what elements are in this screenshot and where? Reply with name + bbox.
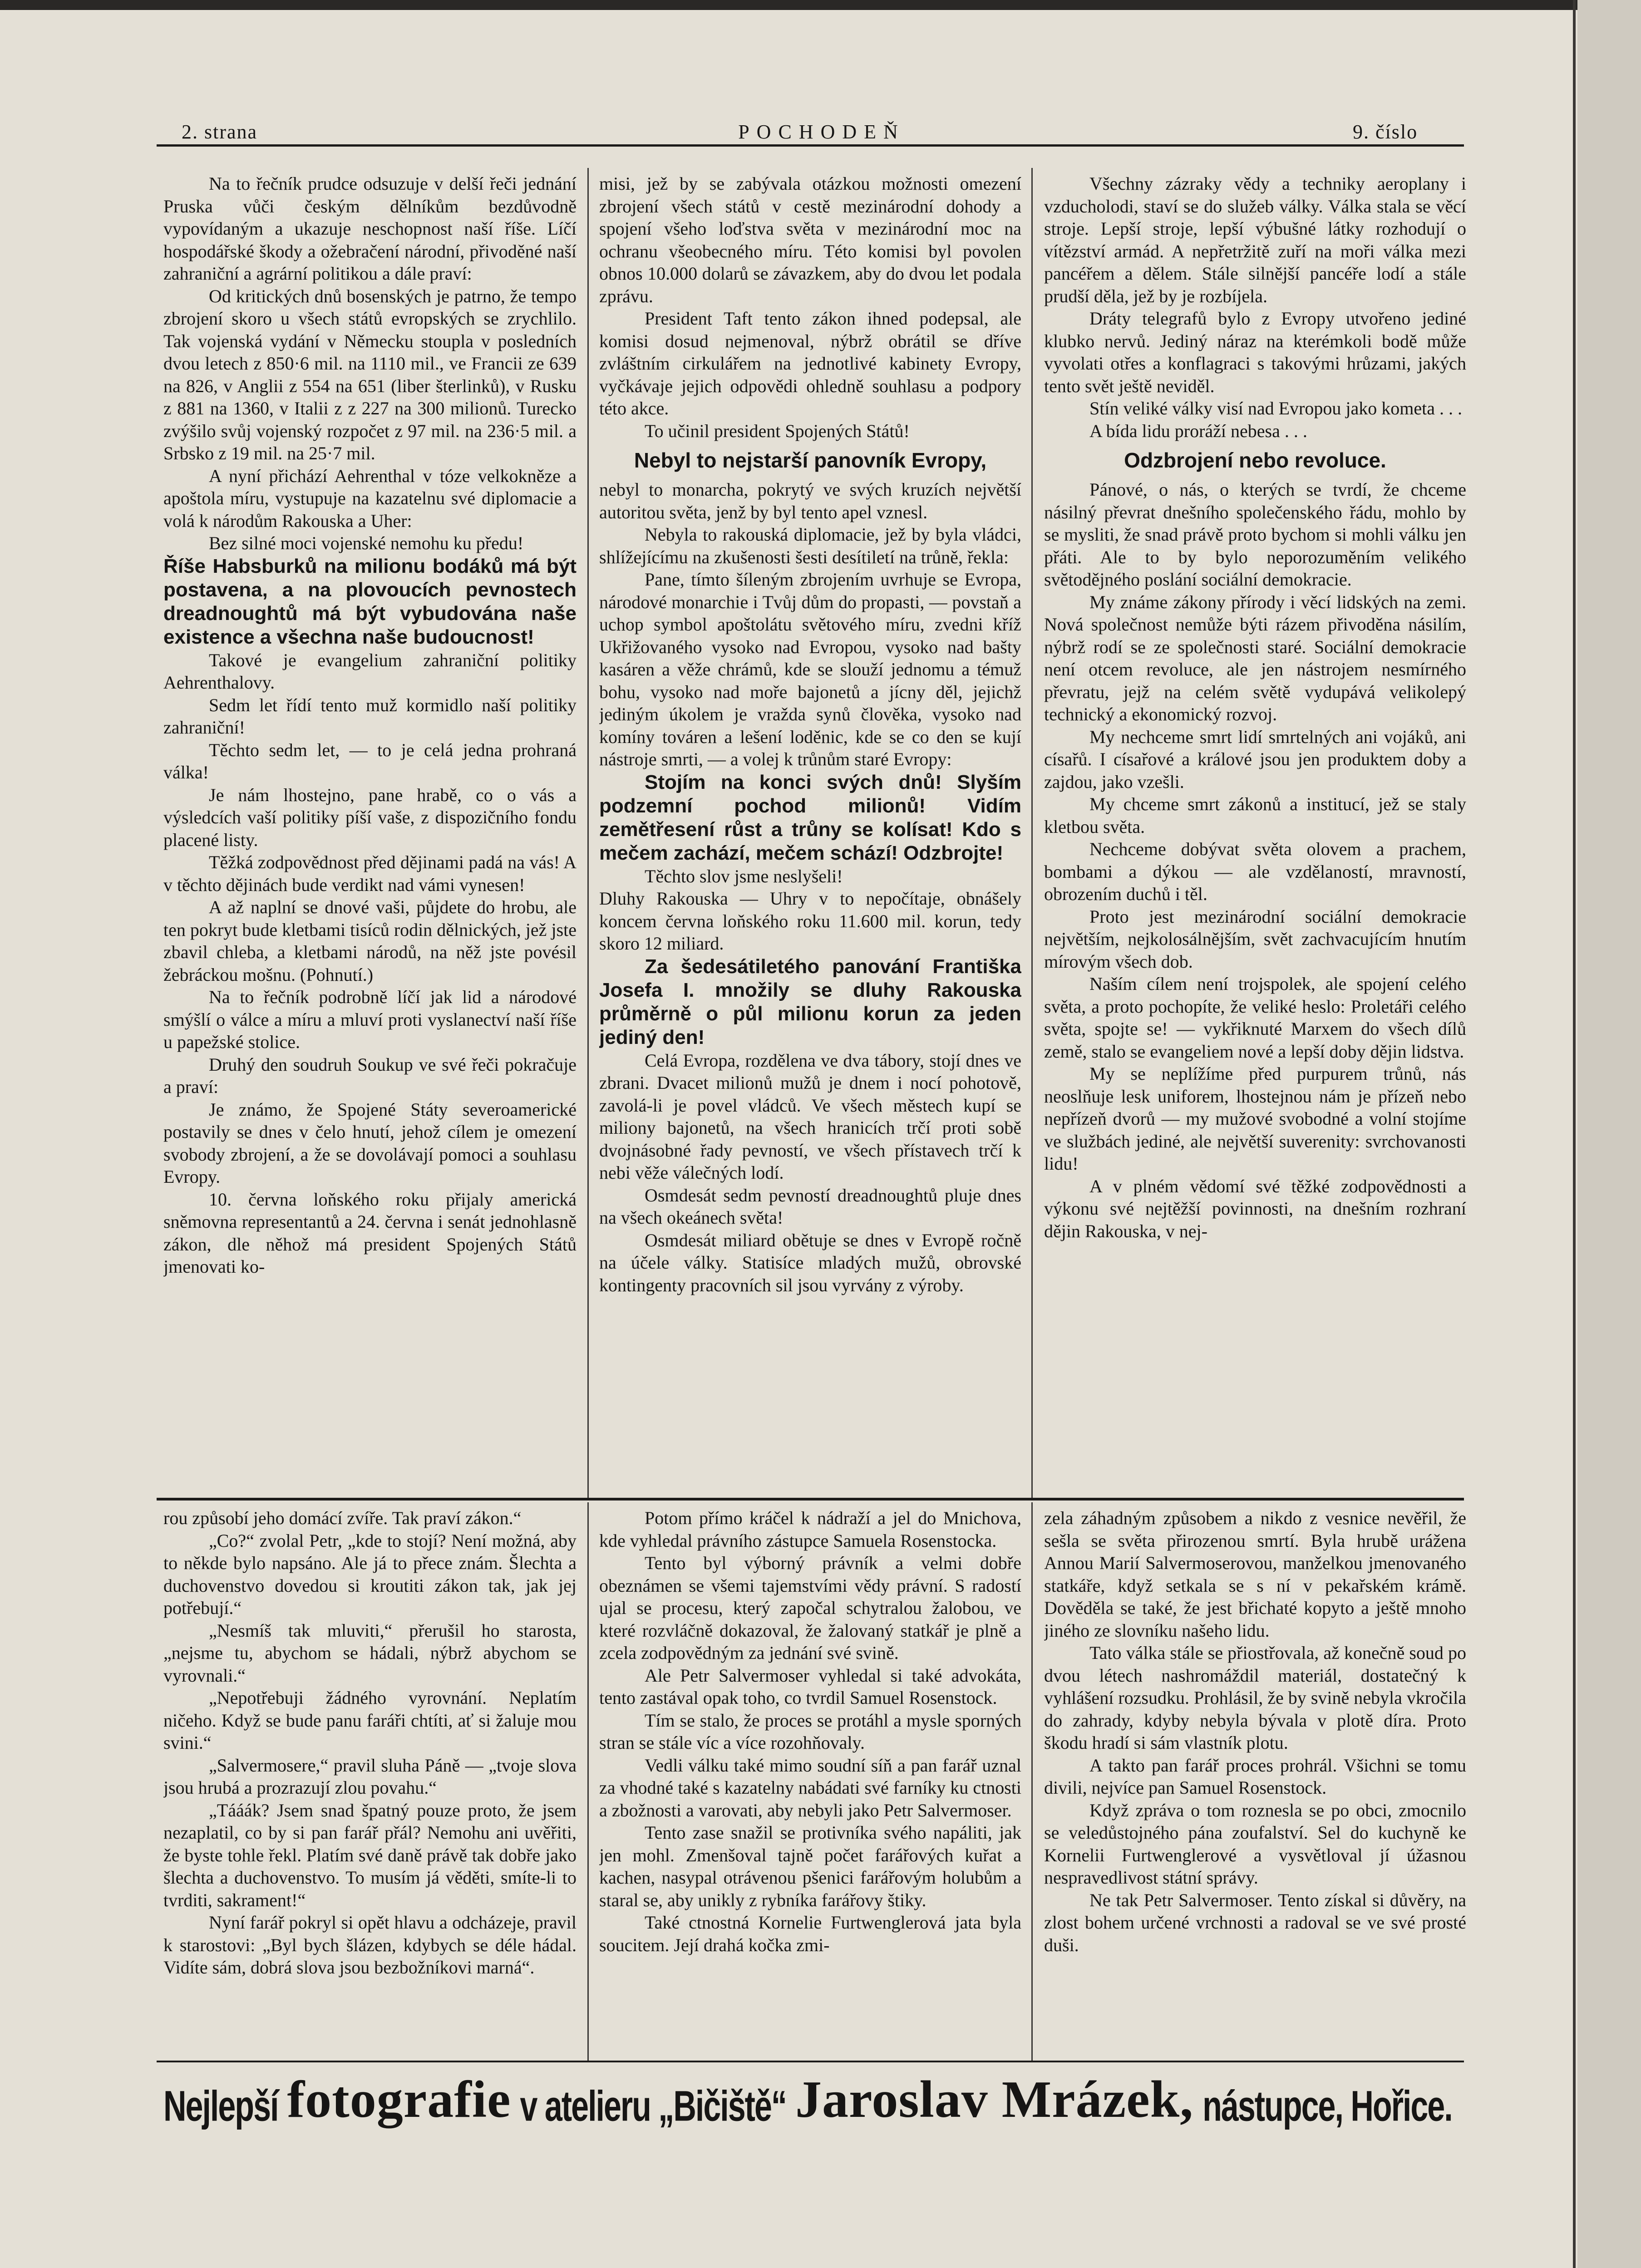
section-heading: Nebyl to nejstarší panovník Evropy, <box>634 448 987 472</box>
paragraph: Tím se stalo, že proces se protáhl a mysle sporných stran se stále víc a více rozohňovaly. <box>599 1710 1021 1753</box>
paragraph: Osmdesát miliard obětuje se dnes v Evropě ročně na účele války. Statisíce mladých mužů, obrovské kontingenty pracovních sil jsou vyrvány z výroby. <box>599 1230 1021 1295</box>
paragraph: Těchto sedm let, — to je celá jedna prohraná válka! <box>163 739 577 782</box>
bold-paragraph: Stojím na konci svých dnů! Slyším podzemní pochod milionů! Vidím zemětřesení růst a trůny se kolísat! Kdo s mečem zachází, mečem schází! Odzbrojte! <box>599 771 1021 864</box>
paragraph: Stín veliké války visí nad Evropou jako kometa . . . <box>1089 398 1462 418</box>
paragraph: Na to řečník podrobně líčí jak lid a národové smýšlí o válce a míru a mluví proti vyslanectví naší říše u papežské stolice. <box>163 987 577 1052</box>
paragraph: Na to řečník prudce odsuzuje v delší řeči jednání Pruska vůči českým dělníkům bezdůvodně vypovídaným a ukazuje neschopnost naší říše. Líčí hospodářské škody a ožebračení národní, přivoděné naší zahraniční a agrární politikou a dále praví: <box>163 173 577 284</box>
paragraph: My se neplížíme před purpurem trůnů, nás neoslňuje lesk uniforem, lhostejnou nám je přízeň nebo nepřízeň dvorů — my mužové svobodné a volní stojíme ve službách jediné, ale největší suverenity: svrchovanosti lidu! <box>1044 1063 1466 1174</box>
ad-text-photography: fotografie <box>287 2071 511 2129</box>
article-column-3 <box>1044 172 1466 1498</box>
paragraph: „Nepotřebuji žádného vyrovnání. Neplatím ničeho. Když se bude panu faráři chtíti, ať si žaluje mou svini.“ <box>163 1687 577 1753</box>
paragraph: Pánové, o nás, o kterých se tvrdí, že chceme násilný převrat dnešního společenského řádu, mohlo by se mysliti, že snad právě proto bychom si mohli válku jen přáti. Ale to by bylo neporozuměním velikého světodějného poslání sociální demokracie. <box>1044 479 1466 590</box>
paragraph: Nebyla to rakouská diplomacie, jež by byla vládci, shlížejícímu na zkušenosti šesti desítiletí na trůně, řekla: <box>599 524 1021 567</box>
paragraph: Osmdesát sedm pevností dreadnoughtů pluje dnes na všech okeánech světa! <box>599 1185 1021 1228</box>
paragraph: Takové je evangelium zahraniční politiky Aehrenthalovy. <box>163 649 577 693</box>
paragraph: Také ctnostná Kornelie Furtwenglerová jata byla soucitem. Její drahá kočka zmi- <box>599 1912 1021 1955</box>
scan-right-margin <box>1577 0 1641 2268</box>
story-column-3 <box>1044 1507 1466 2056</box>
paragraph: rou způsobí jeho domácí zvíře. Tak praví zákon.“ <box>163 1508 522 1528</box>
paragraph: To učinil president Spojených Států! <box>645 420 910 441</box>
paragraph: Všechny zázraky vědy a techniky aeroplany i vzducholodi, staví se do služeb války. Válka stala se věcí stroje. Lepší stroje, lepší výbušné látky rozhodují o vítězství armád. A nepřetržitě zuří na moři válka mezi pancéřem a dělem. Stále silnější pancéře lodí a stále prudší děla, jež by je rozbíjela. <box>1044 173 1466 306</box>
paragraph: Bez silné moci vojenské nemohu ku předu! <box>209 533 524 553</box>
ad-text-best: Nejlepší <box>163 2082 278 2130</box>
paragraph: Tato válka stále se přiostřovala, až konečně soud po dvou létech nashromáždil materiál, dostatečný k vyhlášení rozsudku. Prohlásil, že by svině nebyla vkročila do zahrady, kdyby nebyla bývala v plotě díra. Proto škodu hradí si sám vlastník plotu. <box>1044 1643 1466 1753</box>
paragraph: Ne tak Petr Salvermoser. Tento získal si důvěry, na zlost bohem určené vrchnosti a radoval se ve své prosté duši. <box>1044 1889 1466 1955</box>
paragraph: A nyní přichází Aehrenthal v tóze velkokněze a apoštola míru, vystupuje na kazatelnu své diplomacie a volá k národům Rakouska a Uher: <box>163 465 577 531</box>
masthead-title: POCHODEŇ <box>738 121 905 143</box>
paragraph: zela záhadným způsobem a nikdo z vesnice nevěřil, že sešla se světa přirozenou smrtí. Byla hrubě urážena Annou Marií Salvermoserovou, manželkou jmenovaného statkáře, když setkala se s ní v pekařském krámě. Dověděla se také, že jest břichaté kopyto a ještě mnoho jiného ze slovníku našeho lidu. <box>1044 1508 1466 1641</box>
paragraph: A až naplní se dnové vaši, půjdete do hrobu, ale ten pokryt bude kletbami tisíců rodin dělnických, jež jste zbavil chleba, a kletbami národů, na něž jste povésil žebráckou mošnu. (Pohnutí.) <box>163 897 577 985</box>
paragraph: Je známo, že Spojené Státy severoamerické postavily se dnes v čelo hnutí, jehož cílem je omezení svobody zbrojení, a že se dovolávají pomoci a souhlasu Evropy. <box>163 1099 577 1187</box>
paragraph: Tento byl výborný právník a velmi dobře obeznámen se všemi tajemstvími vědy právní. S radostí ujal se procesu, který započal schytralou žalobou, ve které rozvláčně dokazoval, že žalovaný statkář je plně a zcela zodpovědným za jednání své svině. <box>599 1553 1021 1663</box>
section-heading: Odzbrojení nebo revoluce. <box>1124 448 1386 472</box>
paragraph: Je nám lhostejno, pane hrabě, co o vás a výsledcích vaší politiky píší vaše, z dispozičního fondu placené listy. <box>163 784 577 850</box>
paragraph: Pane, tímto šíleným zbrojením uvrhuje se Evropa, národové monarchie i Tvůj dům do propasti, — povstaň a uchop symbol apoštolátu světového míru, zvedni kříž Ukřižovaného vysoko nad Evropou, vysoko nad bašty kasáren a věže chrámů, kde se slouží jednomu a témuž bohu, vysoko nad moře bajonetů a jícny děl, jejichž jediným úkolem je vražda synů člověka, vysoko nad komíny továren a lešení loděnic, kde se co den se kují nástroje smrti, — a volej k trůnům staré Evropy: <box>599 569 1021 769</box>
paragraph: Ale Petr Salvermoser vyhledal si také advokáta, tento zastával opak toho, co tvrdil Samuel Rosenstock. <box>599 1665 1021 1708</box>
paragraph: Proto jest mezinárodní sociální demokracie největším, nejkolosálnějším, svět zachvacujícím hnutím mírovým všech dob. <box>1044 906 1466 972</box>
page-number-label: 2. strana <box>182 121 258 143</box>
scan-top-edge <box>0 0 1641 10</box>
paragraph: Dráty telegrafů bylo z Evropy utvořeno jediné klubko nervů. Jediný náraz na kterémkoli bodě může vyvolati otřes a konflagraci s takovými hrůzami, jakých tento svět ještě neviděl. <box>1044 308 1466 396</box>
ad-text-photographer-name: Jaroslav Mrázek, <box>795 2071 1194 2129</box>
advertisement-rule <box>157 2061 1464 2062</box>
paragraph: Dluhy Rakouska — Uhry v to nepočítaje, obnášely koncem června loňského roku 11.600 mil. korun, tedy skoro 12 miliard. <box>599 888 1021 954</box>
story-column-2 <box>599 1507 1021 2056</box>
header-rule <box>157 144 1464 147</box>
paragraph: Potom přímo kráčel k nádraží a jel do Mnichova, kde vyhledal právního zástupce Samuela Rosenstocka. <box>599 1508 1021 1551</box>
paragraph: President Taft tento zákon ihned podepsal, ale komisi dosud nejmenoval, nýbrž obrátil se dříve zvláštním cirkulářem na jednotlivé kabinety Evropy, vyčkávaje jejich odpovědi ohledně souhlasu a podpory této akce. <box>599 308 1021 418</box>
paragraph: A takto pan farář proces prohrál. Všichni se tomu divili, nejvíce pan Samuel Rosenstock. <box>1044 1755 1466 1798</box>
paragraph: „Nesmíš tak mluviti,“ přerušil ho starosta, „nejsme tu, abychom se hádali, nýbrž abychom se vyrovnali.“ <box>163 1620 577 1686</box>
paragraph: „Co?“ zvolal Petr, „kde to stojí? Není možná, aby to někde bylo napsáno. Ale já to přece znám. Šlechta a duchovenstvo dovedou si kroutiti zákon tak, jak jej potřebují.“ <box>163 1530 577 1618</box>
column-divider <box>587 1502 589 2061</box>
paragraph: Když zpráva o tom roznesla se po obci, zmocnilo se veledůstojného pána zoufalství. Sel do kuchyně ke Kornelii Furtwenglerové a vysvětloval jí úžasnou nespravedlivost státní správy. <box>1044 1800 1466 1888</box>
paragraph: 10. června loňského roku přijaly americká sněmovna representantů a 24. června i senát jednohlasně zákon, dle něhož má president Spojených Států jmenovati ko- <box>163 1189 577 1277</box>
paragraph: Celá Evropa, rozdělena ve dva tábory, stojí dnes ve zbrani. Dvacet milionů mužů je dnem i nocí pohotově, zavolá-li je povel vládců. Ve všech městech kupí se miliony bajonetů, na všech hranicích trčí proti sobě dvojnásobné řady pevností, ve všech přístavech trčí k nebi věže válečných lodí. <box>599 1050 1021 1183</box>
paragraph: My chceme smrt zákonů a institucí, jež se staly kletbou světa. <box>1044 794 1466 837</box>
scan-right-border <box>1573 0 1576 2268</box>
paragraph: Druhý den soudruh Soukup ve své řeči pokračuje a praví: <box>163 1054 577 1097</box>
paragraph: Vedli válku také mimo soudní síň a pan farář uznal za vhodné také s kazatelny nabádati své farníky ku ctnosti a zbožnosti a varovati, aby nebyli jako Petr Salvermoser. <box>599 1755 1021 1820</box>
article-column-1 <box>163 172 577 1498</box>
ad-text-studio: v atelieru „Bičiště“ <box>520 2082 786 2130</box>
column-divider <box>1031 1502 1033 2061</box>
paragraph: Nyní farář pokryl si opět hlavu a odcházeje, pravil k starostovi: „Byl bych šlázen, kdybych se déle hádal. Vidíte sám, dobrá slova jsou bezbožníkovi marná“. <box>163 1912 577 1978</box>
paragraph: Od kritických dnů bosenských je patrno, že tempo zbrojení skoro u všech států evropských se zrychlilo. Tak vojenská vydání v Německu stoupla v posledních dvou letech z 850·6 mil. na 1110 mil., ve Francii ze 639 na 826, v Anglii z 554 na 651 (liber šterlinků), v Rusku z 881 na 1360, v Italii z z 227 na 300 milionů. Turecko zvýšilo svůj vojenský rozpočet z 97 mil. na 236·5 mil. a Srbsko z 19 mil. na 25·7 mil. <box>163 285 577 463</box>
story-divider-rule <box>157 1498 1464 1501</box>
bold-paragraph: Říše Habsburků na milionu bodáků má být postavena, a na plovoucích pevnostech dreadnoughtů má být vybudována naše existence a všechna naše budoucnost! <box>163 555 577 648</box>
column-divider <box>587 168 589 1498</box>
story-column-1 <box>163 1507 577 2056</box>
paragraph: Nechceme dobývat světa olovem a prachem, bombami a dýkou — ale vzdělaností, mravností, obrozením duchů i těl. <box>1044 839 1466 904</box>
paragraph: Těchto slov jsme neslyšeli! <box>645 866 843 886</box>
ad-text-successor-town: nástupce, Hořice. <box>1202 2082 1452 2130</box>
paragraph: misi, jež by se zabývala otázkou možnosti omezení zbrojení všech států v cestě mezinárodní dohody a spojení všeho loďstva světa v mezinárodní moc na ochranu všeobecného míru. Této komisi byl povolen obnos 10.000 dolarů se závazkem, aby do dvou let podala zprávu. <box>599 173 1021 306</box>
bold-paragraph: Za šedesátiletého panování Františka Josefa I. množily se dluhy Rakouska průměrně o půl milionu korun za jeden jediný den! <box>599 955 1021 1048</box>
paragraph: „Tááák? Jsem snad špatný pouze proto, že jsem nezaplatil, co by si pan farář přál? Nemohu ani uvěřiti, že byste tohle řekl. Platím své daně právě tak dobře jako šlechta a duchovenstvo. To musím já věděti, smíte-li to tvrditi, sakrament!“ <box>163 1800 577 1910</box>
paragraph: Sedm let řídí tento muž kormidlo naší politiky zahraniční! <box>163 694 577 738</box>
issue-number-label: 9. číslo <box>1353 121 1418 143</box>
paragraph: My nechceme smrt lidí smrtelných ani vojáků, ani císařů. I císařové a králové jsou jen produktem doby a zajdou, jako vzešli. <box>1044 726 1466 792</box>
paragraph: Tento zase snažil se protivníka svého napáliti, jak jen mohl. Zmenšoval tajně počet farářových kuřat a kachen, nasypal otrávenou pšenici farářovým holubům a staral se, aby unikly z rybníka farářovy štiky. <box>599 1822 1021 1910</box>
article-column-2 <box>599 172 1021 1498</box>
paragraph: Těžká zodpovědnost před dějinami padá na vás! A v těchto dějinách bude verdikt nad vámi vynesen! <box>163 852 577 895</box>
paragraph: nebyl to monarcha, pokrytý ve svých kruzích největší autoritou světa, jenž by byl tento apel vznesl. <box>599 479 1021 522</box>
paragraph: A v plném vědomí své těžké zodpovědnosti a výkonu své nejtěžší povinnosti, na dnešním rozhraní dějin Rakouska, v nej- <box>1044 1176 1466 1241</box>
paragraph: A bída lidu proráží nebesa . . . <box>1089 420 1307 441</box>
column-divider <box>1031 168 1033 1498</box>
photographer-advertisement <box>163 2070 1471 2133</box>
paragraph: „Salvermosere,“ pravil sluha Páně — „tvoje slova jsou hrubá a prozrazují zlou povahu.“ <box>163 1755 577 1798</box>
paragraph: My známe zákony přírody i věcí lidských na zemi. Nová společnost nemůže býti rázem přivoděna násilím, nýbrž rodí se ze společnosti staré. Sociální demokracie není otcem revoluce, ale jen nástrojem nesmírného převratu, jejž na celém světě vydupává velikolepý technický a ekonomický rozvoj. <box>1044 591 1466 724</box>
paragraph: Naším cílem není trojspolek, ale spojení celého světa, a proto pochopíte, že veliké heslo: Proletáři celého světa, spojte se! — vykřiknuté Marxem do všech dílů země, stalo se evangeliem nové a lepší doby dějin lidstva. <box>1044 974 1466 1062</box>
